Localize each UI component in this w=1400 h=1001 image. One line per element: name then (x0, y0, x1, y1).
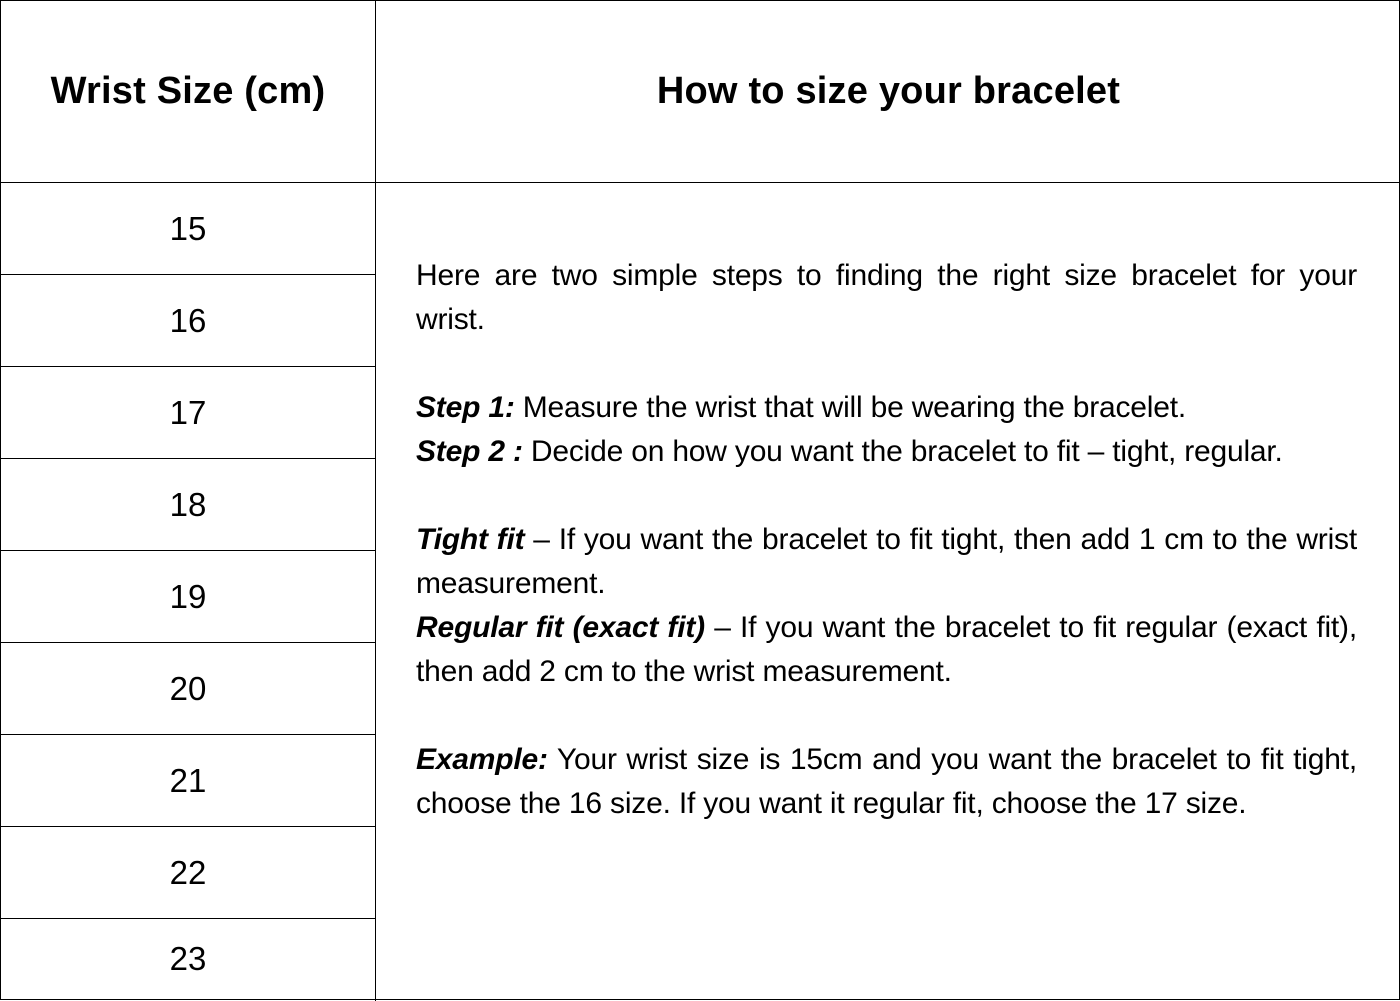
size-cell-22: 22 (1, 827, 375, 919)
regular-fit-label: Regular fit (exact fit) (416, 611, 705, 644)
regular-fit-text: – If you want the bracelet to fit regular (exact fit), then add 2 cm to the wrist measurement. (416, 611, 1357, 688)
size-cell-16: 16 (1, 275, 375, 367)
example-label: Example: (416, 743, 548, 776)
sizing-instructions (416, 254, 1357, 826)
size-cell-15: 15 (1, 183, 375, 275)
example-text: Your wrist size is 15cm and you want the bracelet to fit tight, choose the 16 size. If you want it regular fit, choose the 17 size. (416, 743, 1357, 820)
intro-paragraph: Here are two simple steps to finding the right size bracelet for your wrist. (416, 259, 1357, 336)
size-cell-19: 19 (1, 551, 375, 643)
wrist-size-header: Wrist Size (cm) (50, 70, 326, 112)
tight-fit (416, 518, 1357, 606)
step-1-text: Measure the wrist that will be wearing the bracelet. (514, 391, 1187, 424)
step-1 (416, 386, 1357, 430)
how-to-size-header: How to size your bracelet (656, 70, 1121, 112)
step-1-label: Step 1: (416, 391, 515, 424)
step-2-label: Step 2 : (416, 435, 523, 468)
tight-fit-text: – If you want the bracelet to fit tight, then add 1 cm to the wrist measurement. (416, 523, 1357, 600)
size-cell-23: 23 (169, 940, 207, 977)
size-cell-21: 21 (1, 735, 375, 827)
tight-fit-label: Tight fit (416, 523, 525, 556)
size-cell-17: 17 (1, 367, 375, 459)
step-2-text: Decide on how you want the bracelet to fit – tight, regular. (522, 435, 1283, 468)
spacer (416, 342, 1357, 386)
size-cell-20: 20 (1, 643, 375, 735)
regular-fit (416, 606, 1357, 694)
step-2 (416, 430, 1357, 474)
spacer (416, 474, 1357, 518)
size-cell-18: 18 (1, 459, 375, 551)
example (416, 738, 1357, 826)
spacer (416, 694, 1357, 738)
